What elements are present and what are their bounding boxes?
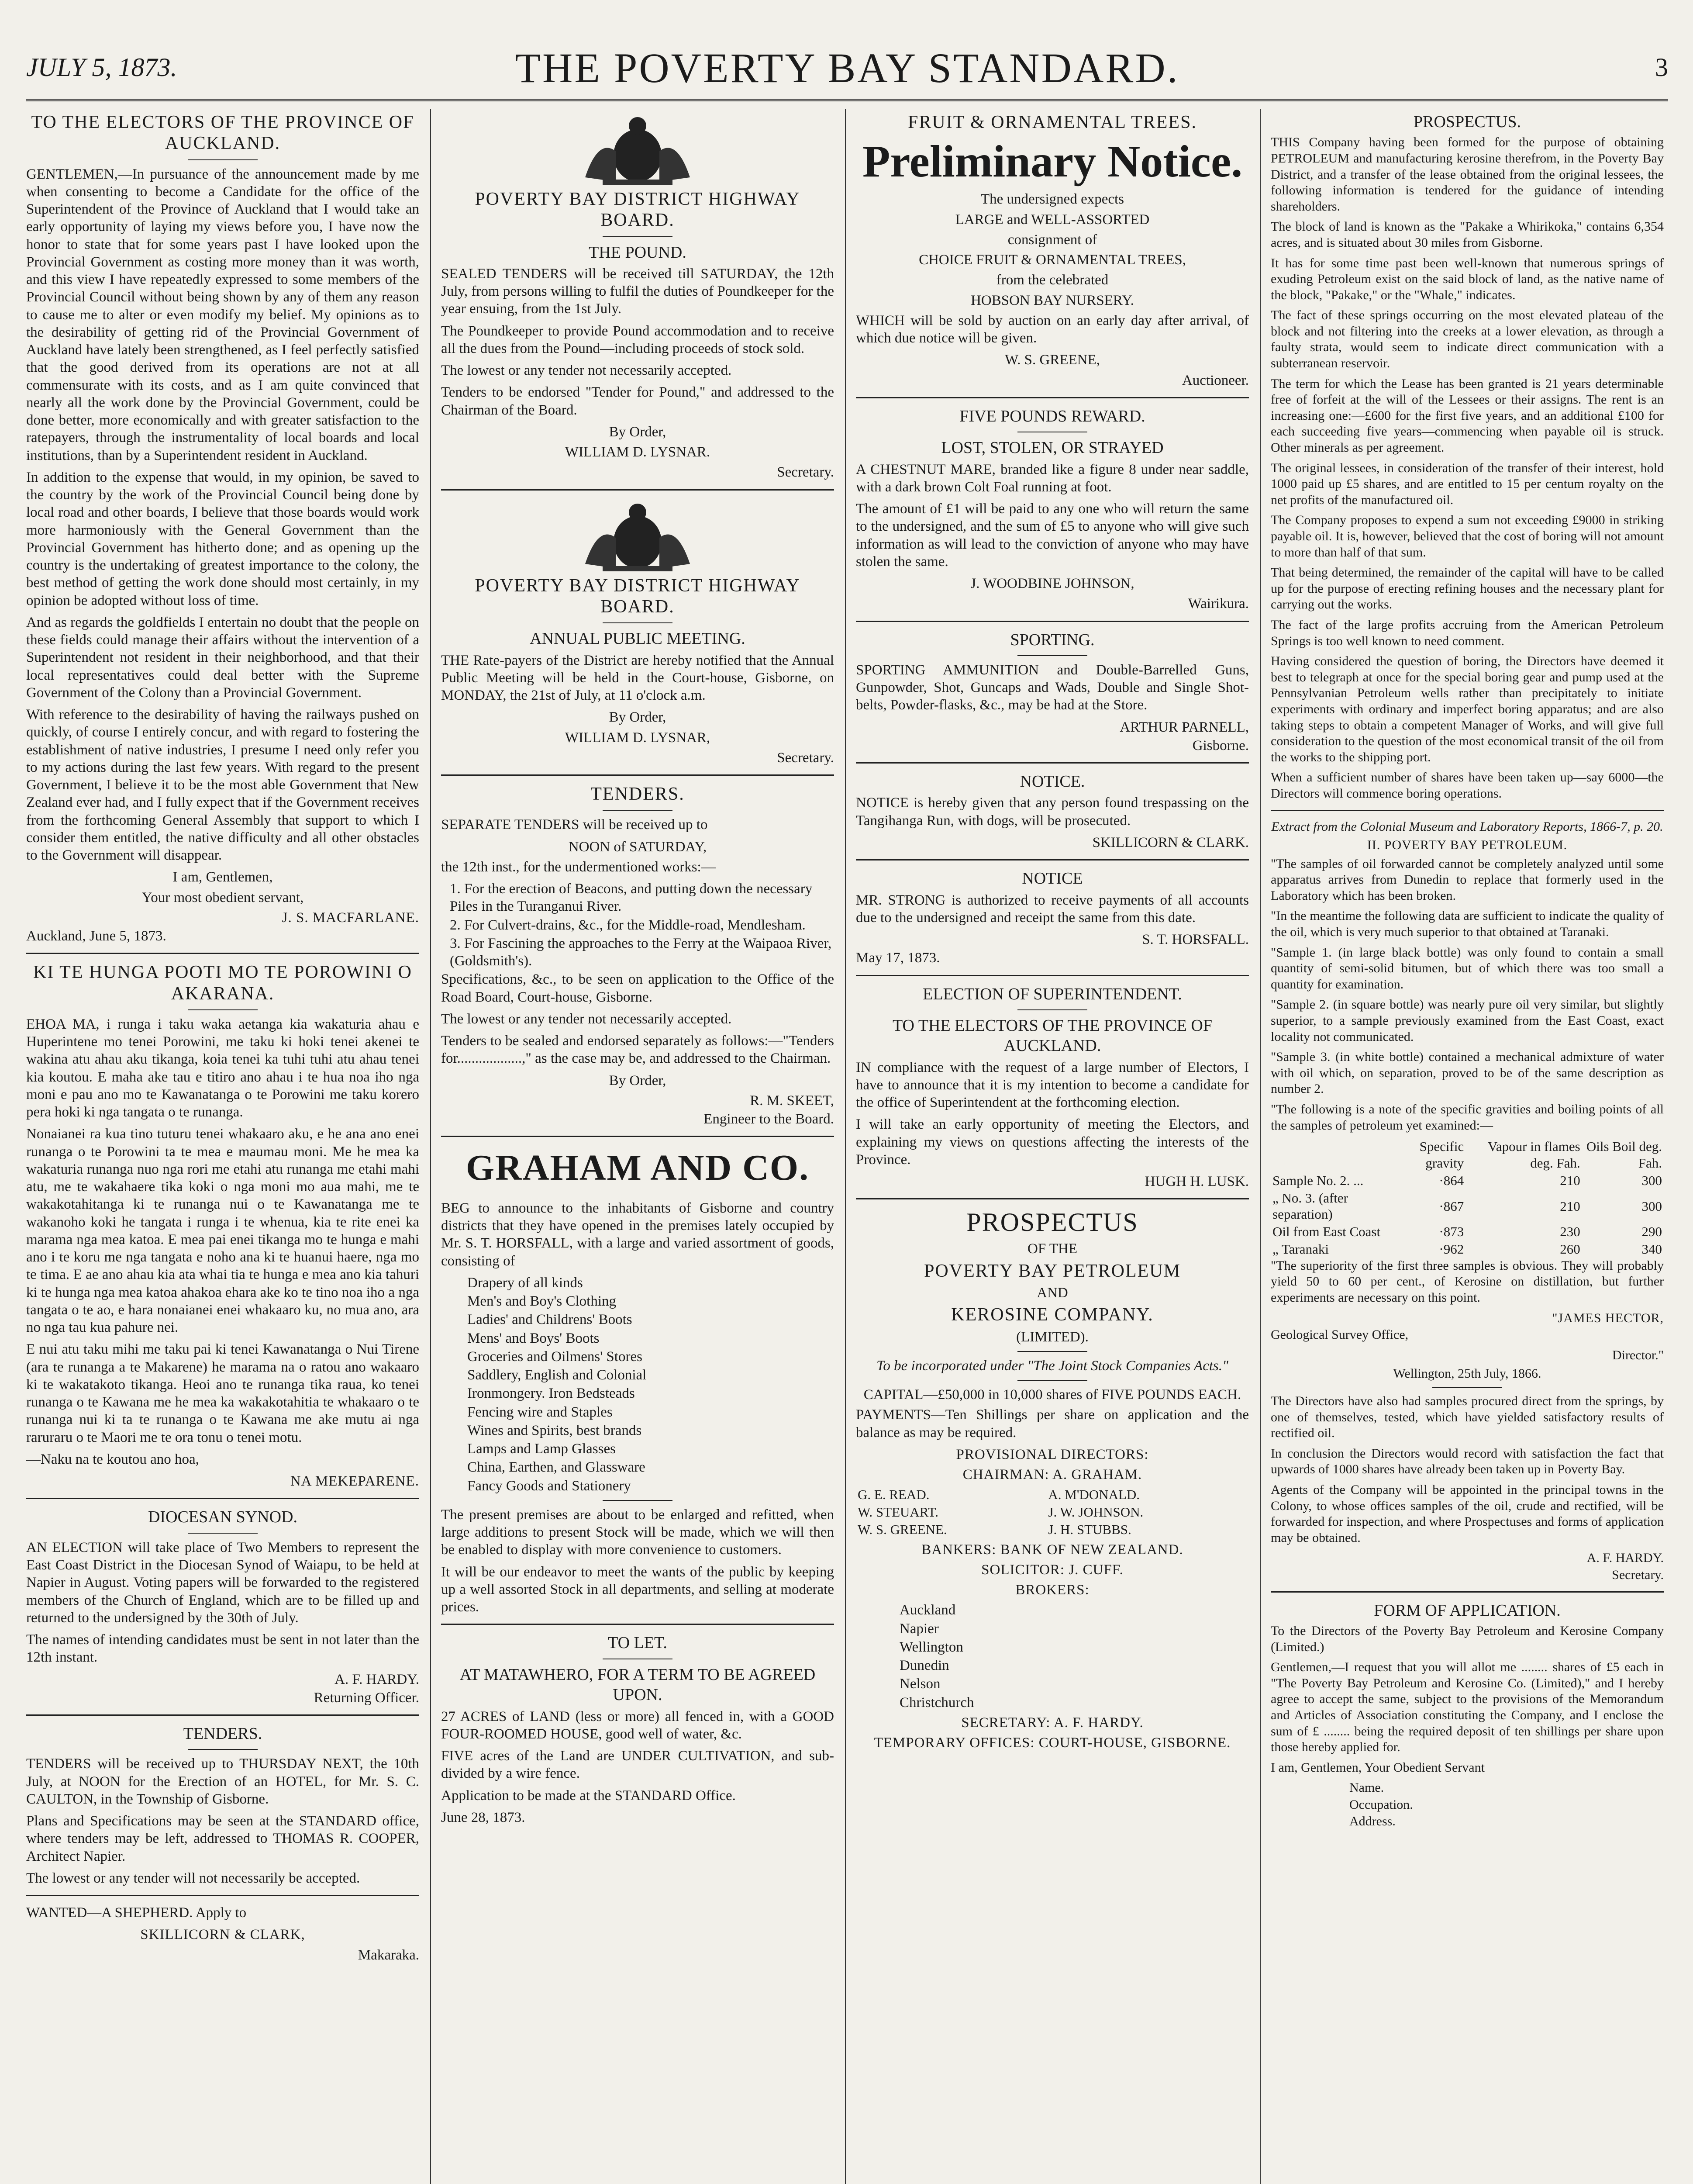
signer: J. WOODBINE JOHNSON, [970,576,1134,592]
newspaper-title: THE POVERTY BAY STANDARD. [515,45,1179,91]
list-item: Saddlery, English and Colonial [467,1367,647,1383]
heading: POVERTY BAY DISTRICT HIGHWAY BOARD. [475,575,800,617]
graham-advert [441,1146,834,1616]
divider [603,810,672,811]
heading: PROSPECTUS. [1413,113,1521,131]
heading: FRUIT & ORNAMENTAL TREES. [908,112,1197,132]
table-header: Oils Boil deg. Fah. [1586,1139,1662,1171]
signer: NA MEKEPARENE. [290,1473,419,1489]
pound-notice [441,112,834,481]
signer: W. S. GREENE, [1005,352,1100,368]
column-divider [430,109,431,2184]
works-list [441,880,834,970]
column-4 [1271,109,1664,2184]
list-item: Groceries and Oilmens' Stores [467,1348,642,1365]
subheading: AT MATAWHERO, FOR A TERM TO BE AGREED UPON. [459,1665,816,1704]
paragraph: The Poundkeeper to provide Pound accommodation and to receive all the dues from the Pound—including proceeds of stock sold. [441,323,834,356]
paragraph: Tenders to be sealed and endorsed separately as follows:—"Tenders for..................," as the case may be, and addressed to the Chairman. [441,1033,834,1067]
table-cell: 210 [1560,1172,1580,1188]
secretary-role: Secretary. [1612,1567,1664,1582]
heading: DIOCESAN SYNOD. [148,1508,298,1527]
column-2 [441,109,834,2184]
paragraph: Having considered the question of boring, the Directors have deemed it best to telegraph at once for the special boring gear and pump used at the Pennsylvanian Petroleum wells rather than precipitately to initiate experiments with ordinary and imperfect boring apparatus; and are also taking steps to obtain a competent Manager of Works, and will give full consideration to the question of the most economical transit of the oil from the works to the shipping port. [1271,654,1664,764]
paragraph: Tenders to be endorsed "Tender for Pound," and addressed to the Chairman of the Board. [441,384,834,418]
list-item: Lamps and Lamp Glasses [467,1441,616,1457]
subheading: TO THE ELECTORS OF THE PROVINCE OF AUCKLAND. [893,1016,1212,1055]
column-3 [856,109,1249,2184]
table-row [1271,1189,1664,1223]
goods-list [441,1274,834,1495]
signer: SKILLICORN & CLARK. [1092,834,1249,850]
order: By Order, [609,1072,666,1089]
table-header [1271,1138,1389,1172]
table-cell: 210 [1560,1198,1580,1214]
paragraph: The fact of these springs occurring on the most elevated plateau of the block and not filtering into the creeks at a lower elevation, as through a faulty strata, would seem to indicate direct communication with a subterranean reservoir. [1271,308,1664,371]
capital: CAPITAL—£50,000 in 10,000 shares of FIVE POUNDS EACH. [863,1387,1241,1403]
secretary-signer: A. F. HARDY. [1586,1551,1664,1565]
heading: TENDERS. [590,784,685,805]
column-divider [845,109,846,2184]
line: AND [1037,1285,1068,1301]
place: Makaraka. [358,1947,419,1963]
paragraph: "Sample 3. (in white bottle) contained a mechanical admixture of water with oil which, on separation, proved to be of the same description as number 2. [1271,1050,1664,1096]
table-cell: „ No. 3. (after separation) [1272,1190,1348,1222]
divider [1017,1380,1087,1381]
company-name: POVERTY BAY PETROLEUM [924,1261,1181,1281]
paragraph: THE Rate-payers of the District are hereby notified that the Annual Public Meeting will be held in the Court-house, Gisborne, on MONDAY, the 21st of July, at 11 o'clock a.m. [441,652,834,704]
table-row [856,1521,1249,1538]
divider [1017,1009,1087,1010]
paragraph: IN compliance with the request of a large number of Electors, I have to announce that it is my intention to become a candidate for the office of Superintendent at the forthcoming election. [856,1059,1249,1111]
table-cell: W. STEUART. [858,1504,939,1520]
paragraph: In addition to the expense that would, in my opinion, be saved to the country by the work of the Provincial Council being done by local road and other boards, I believe that those boards would work more harmoniously with the General Government than the Provincial Government has hitherto done; and as opening up the country is the undertaking of greatest importance to the colony, the best method of getting the work done should most certainly, in my opinion be adopted without loss of time. [26,469,419,608]
paragraph: The lowest or any tender will not necessarily be accepted. [26,1870,360,1886]
paragraph: NOON of SATURDAY, [568,839,707,855]
place: Gisborne. [1192,737,1249,753]
divider [26,1498,419,1499]
paragraph: THIS Company having been formed for the purpose of obtaining PETROLEUM and manufacturing kerosine therefrom, in the Poverty Bay District, and a transfer of the lease obtained from the original lessees, the following information is tendered for the guidance of intending shareholders. [1271,135,1664,214]
paragraph: "Sample 2. (in square bottle) was nearly pure oil very similar, but slightly superior, to a sample previously examined from the East Coast, exact locality not communicated. [1271,997,1664,1044]
signer-role: Engineer to the Board. [703,1111,834,1127]
paragraph: WANTED—A SHEPHERD. Apply to [26,1905,247,1921]
heading: TO THE ELECTORS OF THE PROVINCE OF AUCKLAND. [31,112,414,154]
list-item: China, Earthen, and Glassware [467,1459,645,1476]
preliminary-notice-title: Preliminary Notice. [862,136,1243,187]
divider [1432,1387,1502,1388]
line: HOBSON BAY NURSERY. [971,292,1134,308]
line: LARGE and WELL-ASSORTED [955,211,1150,228]
table-cell: ·873 [1439,1224,1464,1240]
divider [1017,1351,1087,1352]
signer: WILLIAM D. LYSNAR. [565,444,710,460]
list-item: Napier [900,1621,939,1637]
chairman: CHAIRMAN: A. GRAHAM. [962,1467,1142,1483]
line: The undersigned expects [980,191,1124,207]
secretary: SECRETARY: A. F. HARDY. [961,1714,1144,1731]
offices: TEMPORARY OFFICES: COURT-HOUSE, GISBORNE. [874,1735,1231,1751]
divider [26,1714,419,1716]
issue-date: JULY 5, 1873. [26,53,177,82]
table-row [856,1503,1249,1521]
paragraph: That being determined, the remainder of the capital will have to be called up for the purpose of erecting refining houses and the necessary plant for carrying out the works. [1271,565,1664,612]
divider [188,1009,258,1010]
line: from the celebrated [996,272,1109,288]
heading: FIVE POUNDS REWARD. [959,407,1145,425]
subheading: THE POUND. [589,243,686,262]
paragraph: E nui atu taku mihi me taku pai ki tenei Kawanatanga o Nui Tirene (ara te runanga a te Makarene) he marama na o ratou ano wakaaro ki te wakatakoto tikanga. Heoi ano te runanga tika raua, ko tenei runanga o te Kawana me he mea ka wakakotahitia te whakaaro o te runanga nui ki ta te runanga o te Kawana me ake mutu ai nga raruraru o te Maori me te ora tonu o tenei motu. [26,1341,419,1445]
paragraph: Plans and Specifications may be seen at the STANDARD office, where tenders may be left, addressed to THOMAS R. COOPER, Architect Napier. [26,1813,419,1864]
paragraph: BEG to announce to the inhabitants of Gisborne and country districts that they have opened in the premises lately occupied by Mr. S. T. HORSFALL, with a large and varied assortment of goods, consisting of [441,1200,834,1269]
paragraph: Application to be made at the STANDARD Office. [441,1787,736,1804]
paragraph: The amount of £1 will be paid to any one who will return the same to the undersigned, and the sum of £5 to anyone who will give such information as will lead to the conviction of anyone who may have stolen the same. [856,501,1249,570]
place: Wairikura. [1188,596,1249,612]
table-cell: ·864 [1439,1172,1464,1188]
signer: ARTHUR PARNELL, [1120,719,1249,735]
election-notice [856,984,1249,1191]
signer: J. S. MACFARLANE. [282,909,419,926]
company-name: KEROSINE COMPANY. [951,1305,1154,1325]
maori-notice [26,962,419,1490]
line: CHOICE FRUIT & ORNAMENTAL TREES, [919,252,1186,268]
signer: "JAMES HECTOR, [1552,1310,1664,1325]
paragraph: The block of land is known as the "Pakake a Whirikoka," contains 6,354 acres, and is situated about 30 miles from Gisborne. [1271,219,1664,250]
form-field-occupation: Occupation. [1349,1797,1413,1812]
shepherd-notice [26,1904,419,1964]
paragraph: "Sample 1. (in large black bottle) was only found to contain a small quantity of semi-solid bitumen, but of which there was too small a quantity for examination. [1271,945,1664,992]
paragraph: A CHESTNUT MARE, branded like a figure 8 under near saddle, with a dark brown Colt Foal running at foot. [856,461,1249,495]
list-item: 3. For Fascining the approaches to the Ferry at the Waipaoa River, (Goldsmith's). [450,935,832,969]
signer-role: Returning Officer. [314,1690,419,1706]
subheading: ANNUAL PUBLIC MEETING. [530,629,745,648]
dateline: June 28, 1873. [441,1809,525,1825]
divider [26,953,419,954]
paragraph: "The samples of oil forwarded cannot be completely analyzed until some apparatus arrives from Dunedin to replace that formerly used in the Laboratory which has been broken. [1271,856,1664,903]
signer-role: Secretary. [777,750,834,766]
heading: NOTICE [1022,869,1083,888]
paragraph: Nonaianei ra kua tino tuturu tenei whakaaro aku, e he ana ano enei runanga o te Porowini ta te mea e maumau moni. Me he mea ka wakaturia runanga nuo nga rori me etahi atu runanga me etahi mahi atu, me te wakahaere tika koki o nga moni mo aua mahi, me te wakakotahitanga ki te runanga nui o te Kawanatanga me te wakanoho koki he tangata i runga i te whenua, kia te rite enei ka marama nga mea katoa. E mea pai enei tikanga mo te hunga e mahi ano i te koru me nga tangata e noho ana ki te huanui haere, nga mo te tima. E ae ano ahau kia ata whai tia te hunga e mea ano kia tahuri ki te hunga nga mea katoa ahakoa ehara ake ko te tino noa iho a nga tangata o te ao, e hara nonaianei enei whakaaro ku, no mua ano, ara no nga tau kua pahure nei. [26,1126,419,1336]
heading: SPORTING. [1010,630,1095,649]
order: By Order, [609,424,666,440]
table-row [856,1486,1249,1503]
table-cell: J. H. STUBBS. [1048,1521,1131,1537]
table-header: Vapour in flames deg. Fah. [1487,1139,1580,1171]
table-cell: A. M'DONALD. [1048,1487,1140,1503]
signer-role: Secretary. [777,464,834,480]
royal-crest-icon [576,112,699,186]
divider [188,1749,258,1750]
bankers: BANKERS: BANK OF NEW ZEALAND. [921,1541,1183,1558]
form-field-name: Name. [1349,1780,1384,1795]
divider [1271,1591,1664,1593]
line: consignment of [1007,232,1097,248]
table-cell: 260 [1560,1241,1580,1257]
list-item: 1. For the erection of Beacons, and putting down the necessary Piles in the Turanganui River. [450,881,813,915]
table-cell: 290 [1641,1224,1662,1240]
paragraph: It has for some time past been well-known that numerous springs of exuding Petroleum exist on the said block of land, as the native name of the block, "Pakake," or the "Whale," indicates. [1271,256,1664,302]
divider [1271,810,1664,811]
divider [1017,655,1087,656]
synod-notice [26,1507,419,1707]
table-cell: W. S. GREENE. [858,1521,947,1537]
paragraph: AN ELECTION will take place of Two Members to represent the East Coast District in the Diocesan Synod of Waiapu, to be held at Napier in August. Voting papers will be forwarded to the registered members of the Church of England, which are to be filled up and returned to the undersigned by the 30th of July. [26,1539,419,1626]
page-number: 3 [1655,53,1668,82]
signer: WILLIAM D. LYSNAR, [565,729,710,746]
heading: TENDERS. [183,1724,262,1743]
paragraph: Specifications, &c., to be seen on application to the Office of the Road Board, Court-house, Gisborne. [441,971,834,1005]
paragraph: The original lessees, in consideration of the transfer of their interest, hold 1000 paid up £5 shares, and are entitled to 15 per centum royalty on the net profits of the manufactured oil. [1271,460,1664,507]
brokers-list [856,1601,1249,1711]
closing: I am, Gentlemen, Your Obedient Servant [1271,1760,1485,1775]
brokers-label: BROKERS: [1015,1582,1090,1598]
closing: Your most obedient servant, [141,889,304,905]
form-field-address: Address. [1349,1814,1396,1829]
list-item: 2. For Culvert-drains, &c., for the Middle-road, Mendlesham. [450,917,806,933]
subheading: LOST, STOLEN, OR STRAYED [941,439,1164,457]
divider [856,975,1249,976]
works-tenders-notice [441,784,834,1128]
directors-label: PROVISIONAL DIRECTORS: [956,1446,1149,1462]
heading: FORM OF APPLICATION. [1374,1601,1561,1620]
paragraph: The term for which the Lease has been granted is 21 years determinable free of forfeit at the will of the Lessees or their assigns. The rent is an increasing one:—£600 for the first five years, and an additional £100 for each succeeding five years—commencing when payable oil is struck. Other minerals as per agreement. [1271,376,1664,455]
heading: POVERTY BAY DISTRICT HIGHWAY BOARD. [475,189,800,231]
list-item: Ironmongery. Iron Bedsteads [467,1386,635,1402]
table-cell: 300 [1641,1172,1662,1188]
payments: PAYMENTS—Ten Shillings per share on application and the balance as may be required. [856,1407,1249,1441]
paragraph: NOTICE is hereby given that any person found trespassing on the Tangihanga Run, with dogs, will be prosecuted. [856,795,1249,829]
signer: SKILLICORN & CLARK, [140,1927,305,1943]
paragraph: SEALED TENDERS will be received till SATURDAY, the 12th July, from persons willing to fulfil the duties of Poundkeeper for the year ensuing, from the 1st July. [441,266,834,317]
table-cell: ·962 [1439,1241,1464,1257]
paragraph: The lowest or any tender not necessarily accepted. [441,363,732,379]
table-header: Specific gravity [1419,1139,1464,1171]
paragraph: The Directors have also had samples procured direct from the springs, by one of themselves, tested, which have yielded satisfactory results of rectified oil. [1271,1394,1664,1441]
divider [603,622,672,623]
prospectus-body [1271,112,1664,1583]
solicitor: SOLICITOR: J. CUFF. [981,1562,1124,1578]
paragraph: The lowest or any tender not necessarily accepted. [441,1011,732,1027]
heading: ELECTION OF SUPERINTENDENT. [923,985,1182,1003]
to-let-advert [441,1633,834,1826]
heading: NOTICE. [1020,772,1085,791]
reward-notice [856,406,1249,613]
trespass-notice [856,771,1249,851]
list-item: Drapery of all kinds [467,1275,583,1291]
list-item: Men's and Boy's Clothing [467,1293,616,1310]
signer-place: Geological Survey Office, [1271,1327,1409,1342]
paragraph: Gentlemen,—I request that you will allot me ........ shares of £5 each in "The Poverty Bay Petroleum and Kerosine Co. (Limited)," and I hereby agree to accept the same, subject to the provisions of the Memorandum and Articles of Association constituting the Company, and I enclose the sum of £ ........ being the required deposit of ten shillings per share upon those hereby applied for. [1271,1660,1664,1755]
divider [856,762,1249,764]
list-item: Nelson [900,1676,941,1692]
table-cell: 300 [1641,1198,1662,1214]
signer-role: Auctioneer. [1182,372,1249,388]
table-cell: 230 [1560,1224,1580,1240]
divider [603,236,672,237]
divider [188,159,258,160]
closing: I am, Gentlemen, [172,869,273,885]
order: By Order, [609,709,666,726]
list-item: Wines and Spirits, best brands [467,1422,642,1438]
line: (LIMITED). [1016,1329,1089,1345]
list-item: Wellington [900,1639,963,1655]
list-item: Dunedin [900,1658,949,1674]
section-heading: II. POVERTY BAY PETROLEUM. [1367,838,1568,853]
list-item: Mens' and Boys' Boots [467,1330,600,1346]
line: To be incorporated under "The Joint Stock Companies Acts." [876,1358,1228,1374]
divider [856,397,1249,398]
list-item: Christchurch [900,1694,974,1711]
prospectus-header [856,1207,1249,1752]
paragraph: "In the meantime the following data are sufficient to indicate the quality of the oil, which is very much superior to that obtained at Taranaki. [1271,909,1664,940]
signer: S. T. HORSFALL. [1142,932,1249,948]
paragraph: TENDERS will be received up to THURSDAY NEXT, the 10th July, at NOON for the Erection of an HOTEL, for Mr. S. C. CAULTON, in the Township of Gisborne. [26,1756,419,1807]
meeting-notice [441,498,834,767]
directors-table [856,1486,1249,1538]
list-item: Fancy Goods and Stationery [467,1478,631,1494]
paragraph: With reference to the desirability of having the railways pushed on quickly, of course I entirely concur, and with regard to fostering the establishment of native industries, I presume I need only refer you to my actions during the last few years. With regard to the present Government, I believe it to be the most able Government that New Zealand ever had, and I fully expect that if the Government receives from the forthcoming General Assembly that support to which I consider them entitled, the native difficulty and all other obstacles to the Government will disappear. [26,707,419,864]
divider [856,1198,1249,1199]
column-1 [26,109,419,2184]
table-cell: Oil from East Coast [1272,1224,1381,1240]
paragraph: WHICH will be sold by auction on an early day after arrival, of which due notice will be given. [856,312,1249,346]
fruit-trees-advert [856,112,1249,389]
signer: HUGH H. LUSK. [1145,1174,1249,1190]
paragraph: The Company proposes to expend a sum not exceeding £9000 in striking payable oil. It is, however, believed that the cost of boring will not amount to more than half of that sum. [1271,513,1664,560]
paragraph: GENTLEMEN,—In pursuance of the announcement made by me when consenting to become a Candidate for the office of the Superintendent of the Province of Auckland that I would take an early opportunity of laying my views before you, I have now the honor to state that for some years past I have looked upon the Provincial Government as costing more money than it was worth, and this view I have repeatedly expressed to some members of the Provincial Council without being shown by any of them any reason to cause me to alter or even modify my belief. My opinions as to the desirability of getting rid of the Provincial Government of Auckland have lately been strengthened, as I feel perfectly satisfied that the good derived from its operations are not at all commensurate with its costs, and as I am quite convinced that nearly all the work done by the Provincial Government, could be done better, more economically and with greater satisfaction to the ratepayers, through the instrumentality of local boards and local institutions, than by a Superintendent resident in Auckland. [26,166,419,463]
paragraph: And as regards the goldfields I entertain no doubt that the people on these fields could manage their affairs without the intervention of a Superintendent not resident in their neighborhood, and that their local representatives could deal better with the Supreme Government of the Colony than a Provincial Government. [26,614,419,701]
dateline: Auckland, June 5, 1873. [26,928,166,944]
paragraph: Agents of the Company will be appointed in the principal towns in the Colony, to whose offices samples of the oil, crude and rectified, will be forwarded for inspection, and where Prospectuses and forms of application may be obtained. [1271,1482,1664,1545]
payments-notice [856,868,1249,967]
heading: KI TE HUNGA POOTI MO TE POROWINI O AKARANA. [33,962,412,1004]
list-item: Ladies' and Childrens' Boots [467,1312,632,1328]
signer-date: Wellington, 25th July, 1866. [1393,1366,1541,1381]
paragraph: The fact of the large profits accruing from the American Petroleum Springs is too well known to need comment. [1271,617,1664,648]
divider [188,1533,258,1534]
dateline: May 17, 1873. [856,950,940,966]
closing: —Naku na te koutou ano hoa, [26,1451,199,1467]
table-cell: 340 [1641,1241,1662,1257]
table-row [1271,1172,1664,1189]
paragraph: the 12th inst., for the undermentioned works:— [441,859,716,875]
divider [441,1136,834,1137]
paragraph: SEPARATE TENDERS will be received up to [441,817,708,833]
table-cell: G. E. READ. [858,1487,930,1503]
royal-crest-icon [576,498,699,573]
masthead-rule [26,99,1668,101]
divider [26,1895,419,1896]
table-cell: Sample No. 2. ... [1272,1172,1364,1188]
sporting-advert [856,630,1249,755]
list-item: Auckland [900,1602,956,1618]
table-cell: J. W. JOHNSON. [1048,1504,1144,1520]
divider [856,621,1249,622]
heading: PROSPECTUS [966,1208,1138,1237]
paragraph: I will take an early opportunity of meeting the Electors, and explaining my views on questions affecting the interests of the Province. [856,1116,1249,1168]
paragraph: SPORTING AMMUNITION and Double-Barrelled Guns, Gunpowder, Shot, Guncaps and Wads, Double and Single Shot-belts, Powder-flasks, &c., may be had at the Store. [856,662,1249,713]
table-row [1271,1223,1664,1241]
divider [441,774,834,776]
divider [603,1500,672,1501]
application-form [1271,1600,1664,1830]
column-divider [1260,109,1261,2184]
paragraph: In conclusion the Directors would record with satisfaction the fact that upwards of 1000 shares have already been taken up in Poverty Bay. [1271,1446,1664,1477]
extract-source: Extract from the Colonial Museum and Laboratory Reports, 1866-7, p. 20. [1271,819,1663,834]
paragraph: 27 ACRES of LAND (less or more) all fenced in, with a GOOD FOUR-ROOMED HOUSE, good well of water, &c. [441,1708,834,1742]
paragraph: EHOA MA, i runga i taku waka aetanga kia wakaturia ahau e Huperintene mo tenei Porowini, me taku ki hoki tenei akenei te wakina atu ahau aku tikanga, koia tenei ka tuhi tuhi atu ahau tenei kia koutou. E maha ake tau e titiro ano ahau i te hua noa iho nga moni e pau ano mo te Kawanatanga o te Porowini me taku korero pera hoki ki nga tangata o te runanga. [26,1016,419,1120]
paragraph: FIVE acres of the Land are UNDER CULTIVATION, and sub-divided by a wire fence. [441,1748,834,1782]
table-cell: ·867 [1439,1198,1464,1214]
divider [856,859,1249,860]
paragraph: It will be our endeavor to meet the wants of the public by keeping up a well assorted Stock in all departments, and selling at moderate prices. [441,1564,834,1615]
paragraph: "The following is a note of the specific gravities and boiling points of all the samples of petroleum yet examined:— [1271,1102,1664,1133]
signer-role: Director." [1612,1348,1664,1362]
paragraph: "The superiority of the first three samples is obvious. They will probably yield 50 to 60 per cent., of Kerosine on distillation, but further experiments are necessary on this point. [1271,1258,1664,1305]
hotel-tenders-notice [26,1724,419,1887]
gravity-table [1271,1138,1664,1258]
signer: A. F. HARDY. [334,1671,419,1687]
paragraph: The present premises are about to be enlarged and refitted, when large additions to present Stock will be made, which we will then be enabled to display with more convenience to customers. [441,1507,834,1558]
divider [441,489,834,491]
list-item: Fencing wire and Staples [467,1404,613,1420]
paragraph: The names of intending candidates must be sent in not later than the 12th instant. [26,1632,419,1666]
heading: GRAHAM AND CO. [465,1147,810,1189]
heading: TO LET. [608,1634,667,1652]
line: OF THE [1028,1241,1077,1257]
electors-notice [26,112,419,945]
divider [441,1624,834,1625]
paragraph: To the Directors of the Poverty Bay Petroleum and Kerosine Company (Limited.) [1271,1623,1664,1654]
table-cell: „ Taranaki [1272,1241,1329,1257]
paragraph: When a sufficient number of shares have been taken up—say 6000—the Directors will commence boring operations. [1271,770,1664,801]
form-fields [1271,1780,1664,1830]
masthead [26,31,1668,96]
signer: R. M. SKEET, [750,1092,834,1109]
paragraph: MR. STRONG is authorized to receive payments of all accounts due to the undersigned and receipt the same from this date. [856,892,1249,926]
table-row [1271,1241,1664,1258]
table-header-row [1271,1138,1664,1172]
